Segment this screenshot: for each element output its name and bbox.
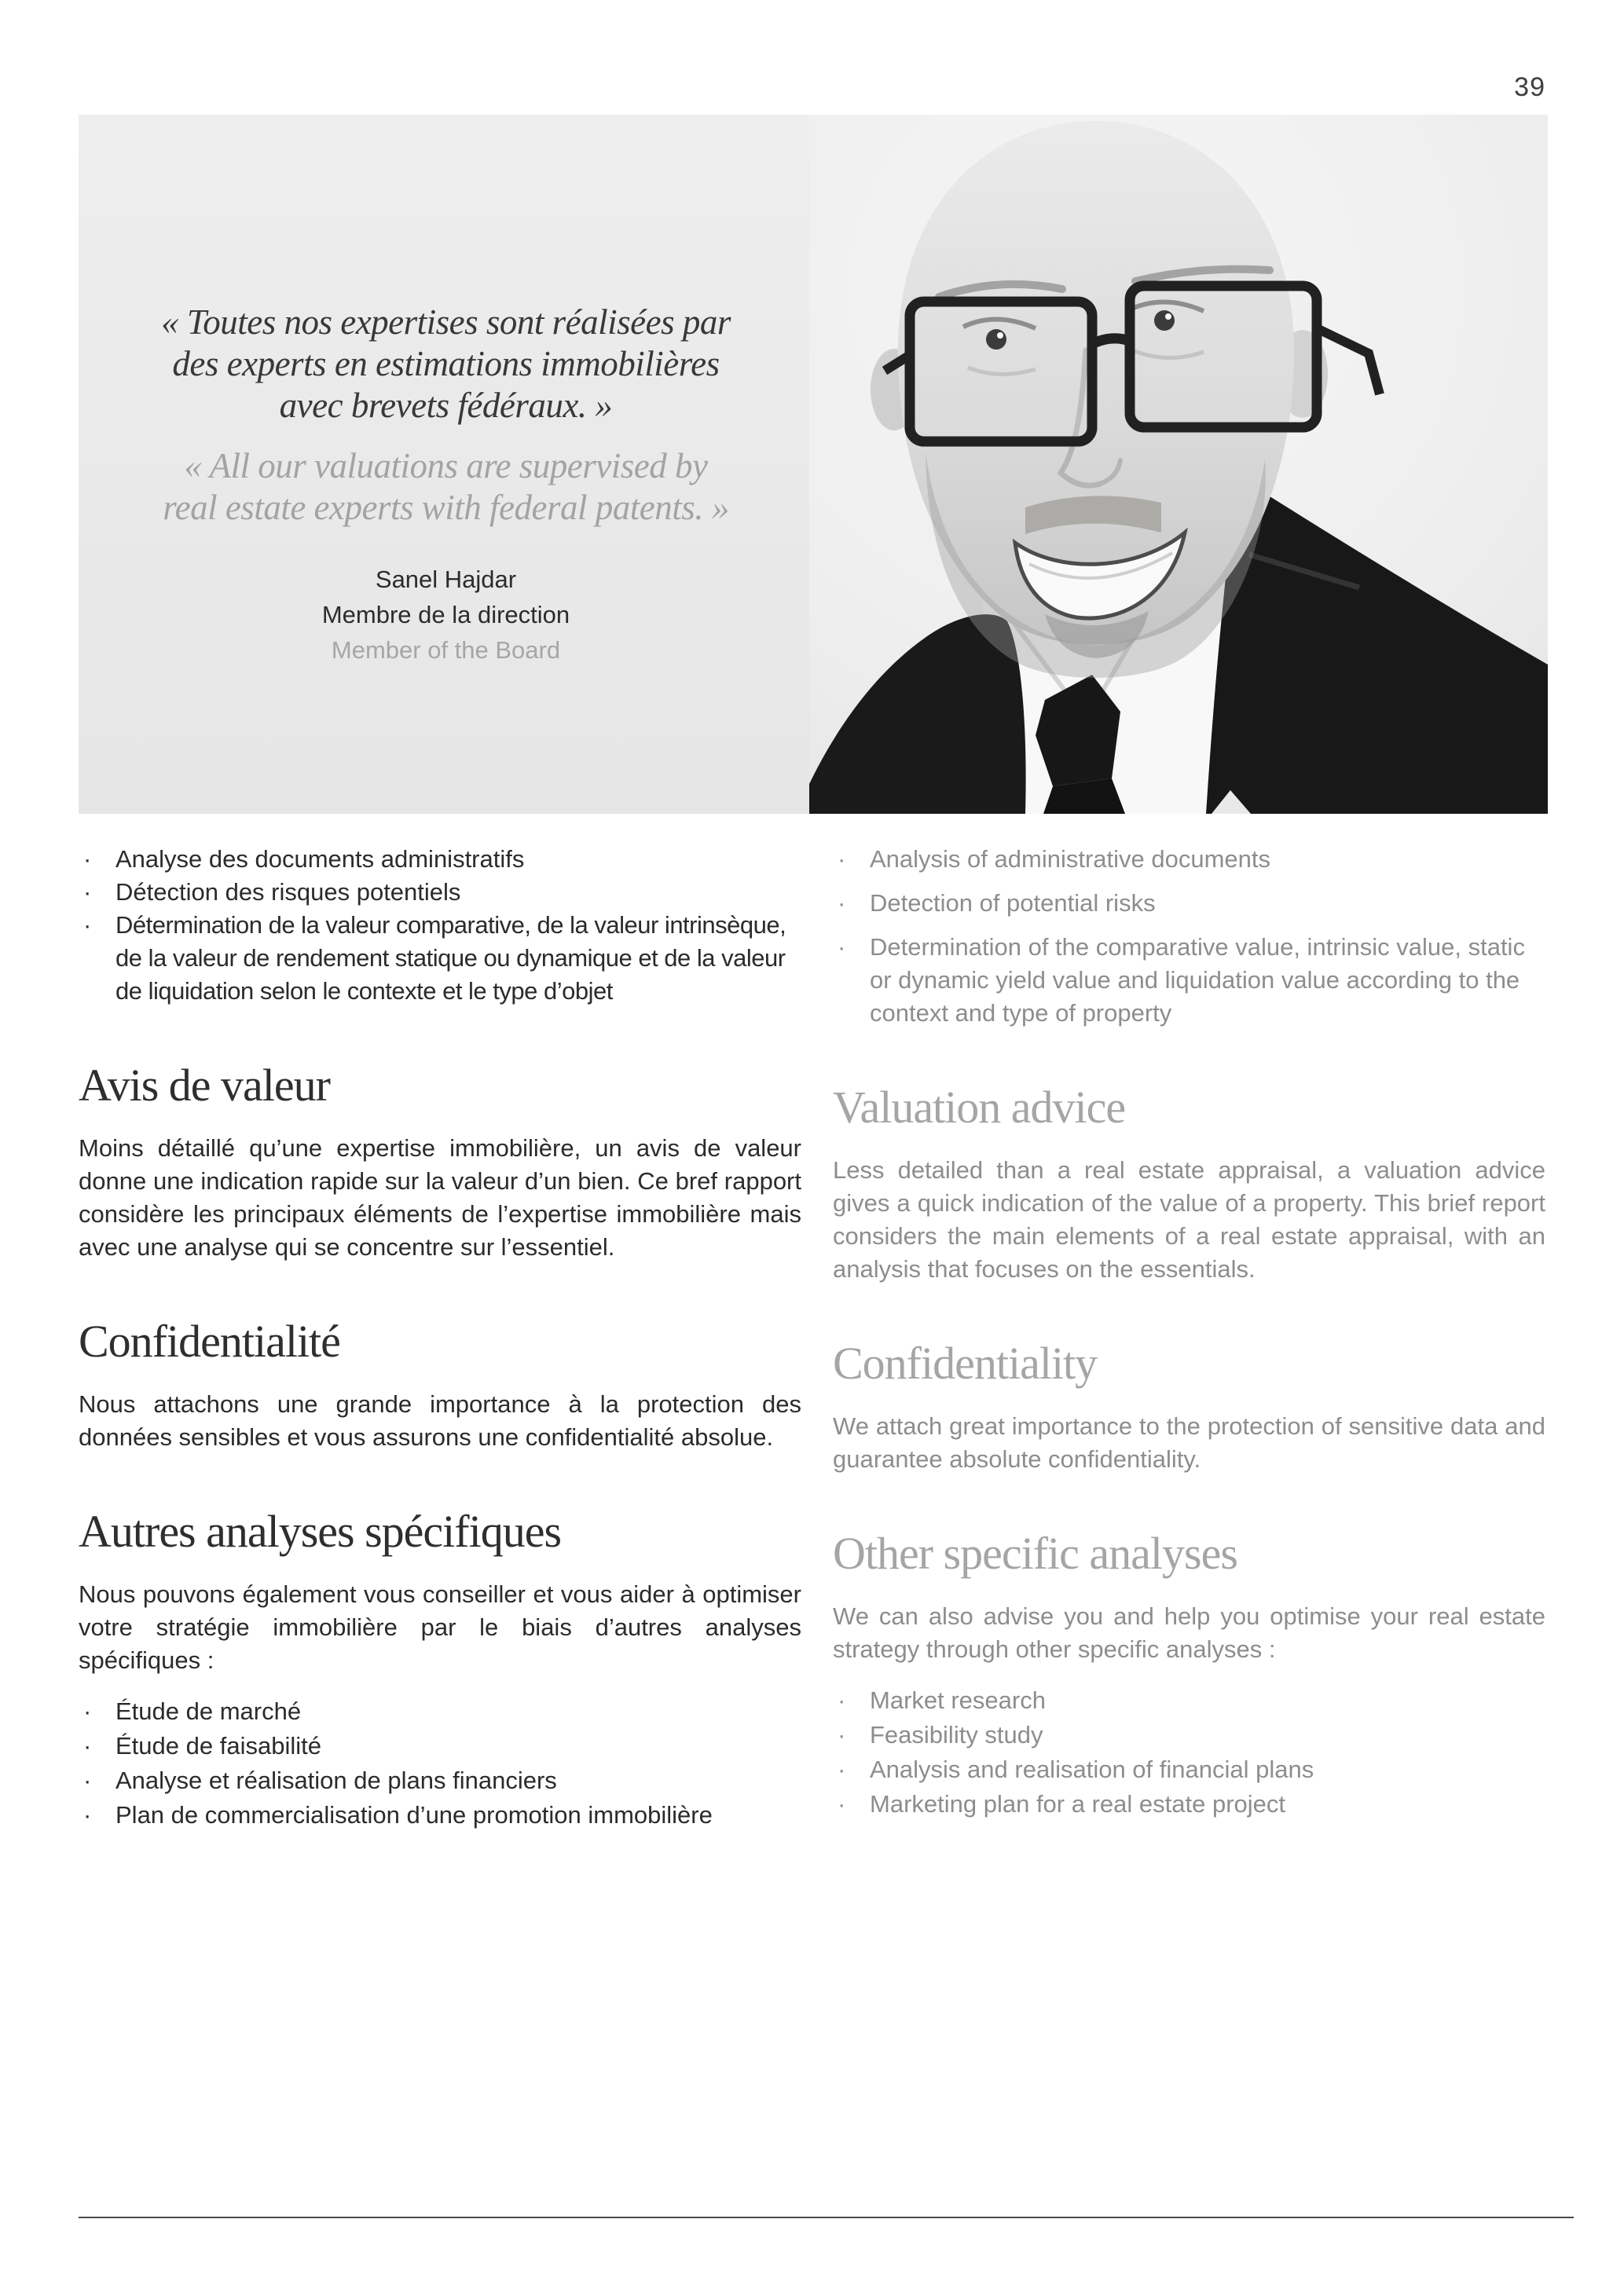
quote-french-line: avec brevets fédéraux. »	[279, 386, 613, 425]
attribution-role-fr: Membre de la direction	[321, 601, 570, 628]
list-item: · Analyse des documents administratifs	[79, 843, 801, 876]
quote-english-line: real estate experts with federal patents. »	[163, 488, 729, 527]
column-english	[833, 843, 1545, 1833]
list-item: · Analysis of administrative documents	[833, 843, 1545, 876]
section-confidentiality	[833, 1338, 1545, 1476]
section-heading: Other specific analyses	[833, 1528, 1237, 1579]
hero-panel	[79, 115, 1548, 814]
list-item: · Analyse et réalisation de plans financiers	[79, 1763, 801, 1798]
section-body: We can also advise you and help you optimise your real estate strategy through other specific analyses :	[833, 1602, 1545, 1663]
list-item: · Determination of the comparative value, intrinsic value, static or dynamic yield value and liquidation value according to the context and type of property	[833, 931, 1545, 1030]
attribution-name: Sanel Hajdar	[375, 566, 517, 593]
section-body: Nous pouvons également vous conseiller et vous aider à optimiser votre stratégie immobilière par le biais d’autres analyses spécifiques :	[79, 1580, 801, 1674]
quote-french-line: des experts en estimations immobilières	[172, 344, 720, 383]
quote-french	[79, 302, 813, 427]
list-item: · Détection des risques potentiels	[79, 876, 801, 909]
list-item: · Detection of potential risks	[833, 887, 1545, 920]
list-item: · Feasibility study	[833, 1718, 1545, 1752]
list-item: · Analysis and realisation of financial plans	[833, 1752, 1545, 1787]
section-body: We attach great importance to the protection of sensitive data and guarantee absolute confidentiality.	[833, 1412, 1545, 1473]
bullet-list-french-top	[79, 843, 801, 1008]
section-heading: Autres analyses spécifiques	[79, 1506, 562, 1557]
list-item: · Étude de marché	[79, 1694, 801, 1729]
list-item: · Détermination de la valeur comparative, de la valeur intrinsèque, de la valeur de rendement statique ou dynamique et de la valeur de liquidation selon le contexte et le type d’objet	[79, 909, 801, 1008]
section-body: Less detailed than a real estate appraisal, a valuation advice gives a quick indication of the value of a property. This brief report considers the main elements of a real estate appraisal, with an analysis that focuses on the essentials.	[833, 1156, 1545, 1283]
glasses-icon	[885, 286, 1380, 441]
section-heading: Avis de valeur	[79, 1060, 330, 1111]
attribution-role-en: Member of the Board	[331, 636, 561, 664]
quote-english	[79, 445, 813, 529]
column-french	[79, 843, 801, 1833]
section-body: Nous attachons une grande importance à la protection des données sensibles et vous assurons une confidentialité absolue.	[79, 1390, 801, 1451]
footer-rule	[79, 2217, 1574, 2218]
section-heading: Confidentialité	[79, 1316, 340, 1367]
list-item: · Market research	[833, 1683, 1545, 1718]
section-autres-analyses	[79, 1506, 801, 1833]
section-confidentialite	[79, 1316, 801, 1454]
section-valuation-advice	[833, 1082, 1545, 1286]
bullet-list-english-analyses	[833, 1683, 1545, 1822]
section-heading: Valuation advice	[833, 1082, 1126, 1133]
list-item: · Marketing plan for a real estate project	[833, 1787, 1545, 1822]
portrait-photo	[809, 115, 1548, 814]
section-heading: Confidentiality	[833, 1338, 1098, 1389]
bullet-list-french-analyses	[79, 1694, 801, 1833]
quote-english-line: « All our valuations are supervised by	[184, 446, 708, 485]
section-avis-de-valeur	[79, 1060, 801, 1264]
attribution	[79, 562, 813, 668]
list-item: · Étude de faisabilité	[79, 1729, 801, 1763]
page-number: 39	[1514, 72, 1545, 102]
quote-french-line: « Toutes nos expertises sont réalisées par	[161, 302, 731, 342]
two-column-content	[79, 843, 1545, 1833]
section-body: Moins détaillé qu’une expertise immobilière, un avis de valeur donne une indication rapide sur la valeur d’un bien. Ce bref rapport considère les principaux éléments de l’expertise immobilière mais avec une analyse qui se concentre sur l’essentiel.	[79, 1134, 801, 1261]
bullet-list-english-top	[833, 843, 1545, 1030]
quote-block	[79, 115, 813, 668]
list-item: · Plan de commercialisation d’une promotion immobilière	[79, 1798, 801, 1833]
section-other-specific-analyses	[833, 1528, 1545, 1822]
